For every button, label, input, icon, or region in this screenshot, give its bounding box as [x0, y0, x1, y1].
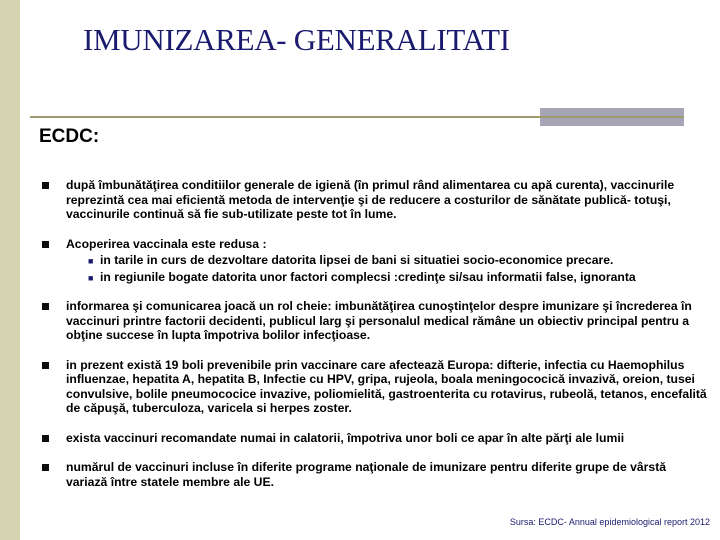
- square-bullet-icon: [42, 303, 49, 310]
- source-note: Sursa: ECDC- Annual epidemiological report 2012: [509, 517, 710, 527]
- bullet-text: exista vaccinuri recomandate numai in calatorii, împotriva unor boli ce apar în alte părţi ale lumii: [66, 430, 625, 445]
- bullet-text: după îmbunătăţirea conditiilor generale de igienă (în primul rând alimentarea cu apă curenta), vaccinurile reprezintă cea mai eficientă metoda de intervenţie şi de reducere a costurilor de sănătate publică- totuşi, vaccinurile continuă să fie sub-utilizate peste tot în lume.: [66, 178, 675, 221]
- bullet-item: [40, 460, 710, 489]
- bullet-item: [40, 178, 710, 222]
- square-bullet-icon: [42, 182, 49, 189]
- bullet-text: Acoperirea vaccinala este redusa :: [66, 236, 267, 251]
- bullet-item: [40, 237, 710, 285]
- square-bullet-icon: [42, 241, 49, 248]
- bullet-text: informarea şi comunicarea joacă un rol cheie: imbunătăţirea cunoştinţelor despre imunizare şi încrederea în vaccinuri printre factorii decidenti, publicul larg şi personalul medical rămâne un obiectiv principal pentru a obţine succese în lupta împotriva bolilor infecţioase.: [66, 299, 692, 342]
- bullet-list: [40, 178, 710, 504]
- section-heading: ECDC:: [39, 126, 100, 147]
- bullet-text: in prezent există 19 boli prevenibile prin vaccinare care afectează Europa: difterie, infectia cu Haemophilus influenzae, hepatita A, hepatita B, Infectie cu HPV, gripa, rujeola, boala meningococică invazivă, oreion, tusei convulsive, bolile pneumococice invazive, poliomielită, gastroenterita cu rotavirus, rubeolă, tetanos, encefalită de căpuşă, tuberculoza, varicela si herpes zoster.: [66, 357, 707, 415]
- bullet-item: [40, 299, 710, 343]
- sub-bullet-text: in regiunile bogate datorita unor factori complecsi :credinţe si/sau informatii false, ignoranta: [100, 269, 636, 284]
- square-bullet-icon: [42, 464, 49, 471]
- slide-title: IMUNIZAREA- GENERALITATI: [83, 22, 510, 57]
- side-band: [0, 0, 20, 540]
- title-divider: [30, 116, 684, 118]
- sub-bullet-icon: ■: [88, 256, 94, 266]
- sub-bullet-text: in tarile in curs de dezvoltare datorita lipsei de bani si situatiei socio-economice precare.: [100, 253, 614, 267]
- bullet-text: numărul de vaccinuri incluse în diferite programe naţionale de imunizare pentru diferite grupe de vârstă variază între statele membre ale UE.: [66, 460, 667, 489]
- sub-bullet-item: [66, 270, 710, 285]
- bullet-item: [40, 431, 710, 446]
- square-bullet-icon: [42, 435, 49, 442]
- square-bullet-icon: [42, 362, 49, 369]
- sub-bullet-icon: ■: [88, 272, 94, 283]
- bullet-item: [40, 358, 710, 416]
- sub-bullet-item: [66, 253, 710, 268]
